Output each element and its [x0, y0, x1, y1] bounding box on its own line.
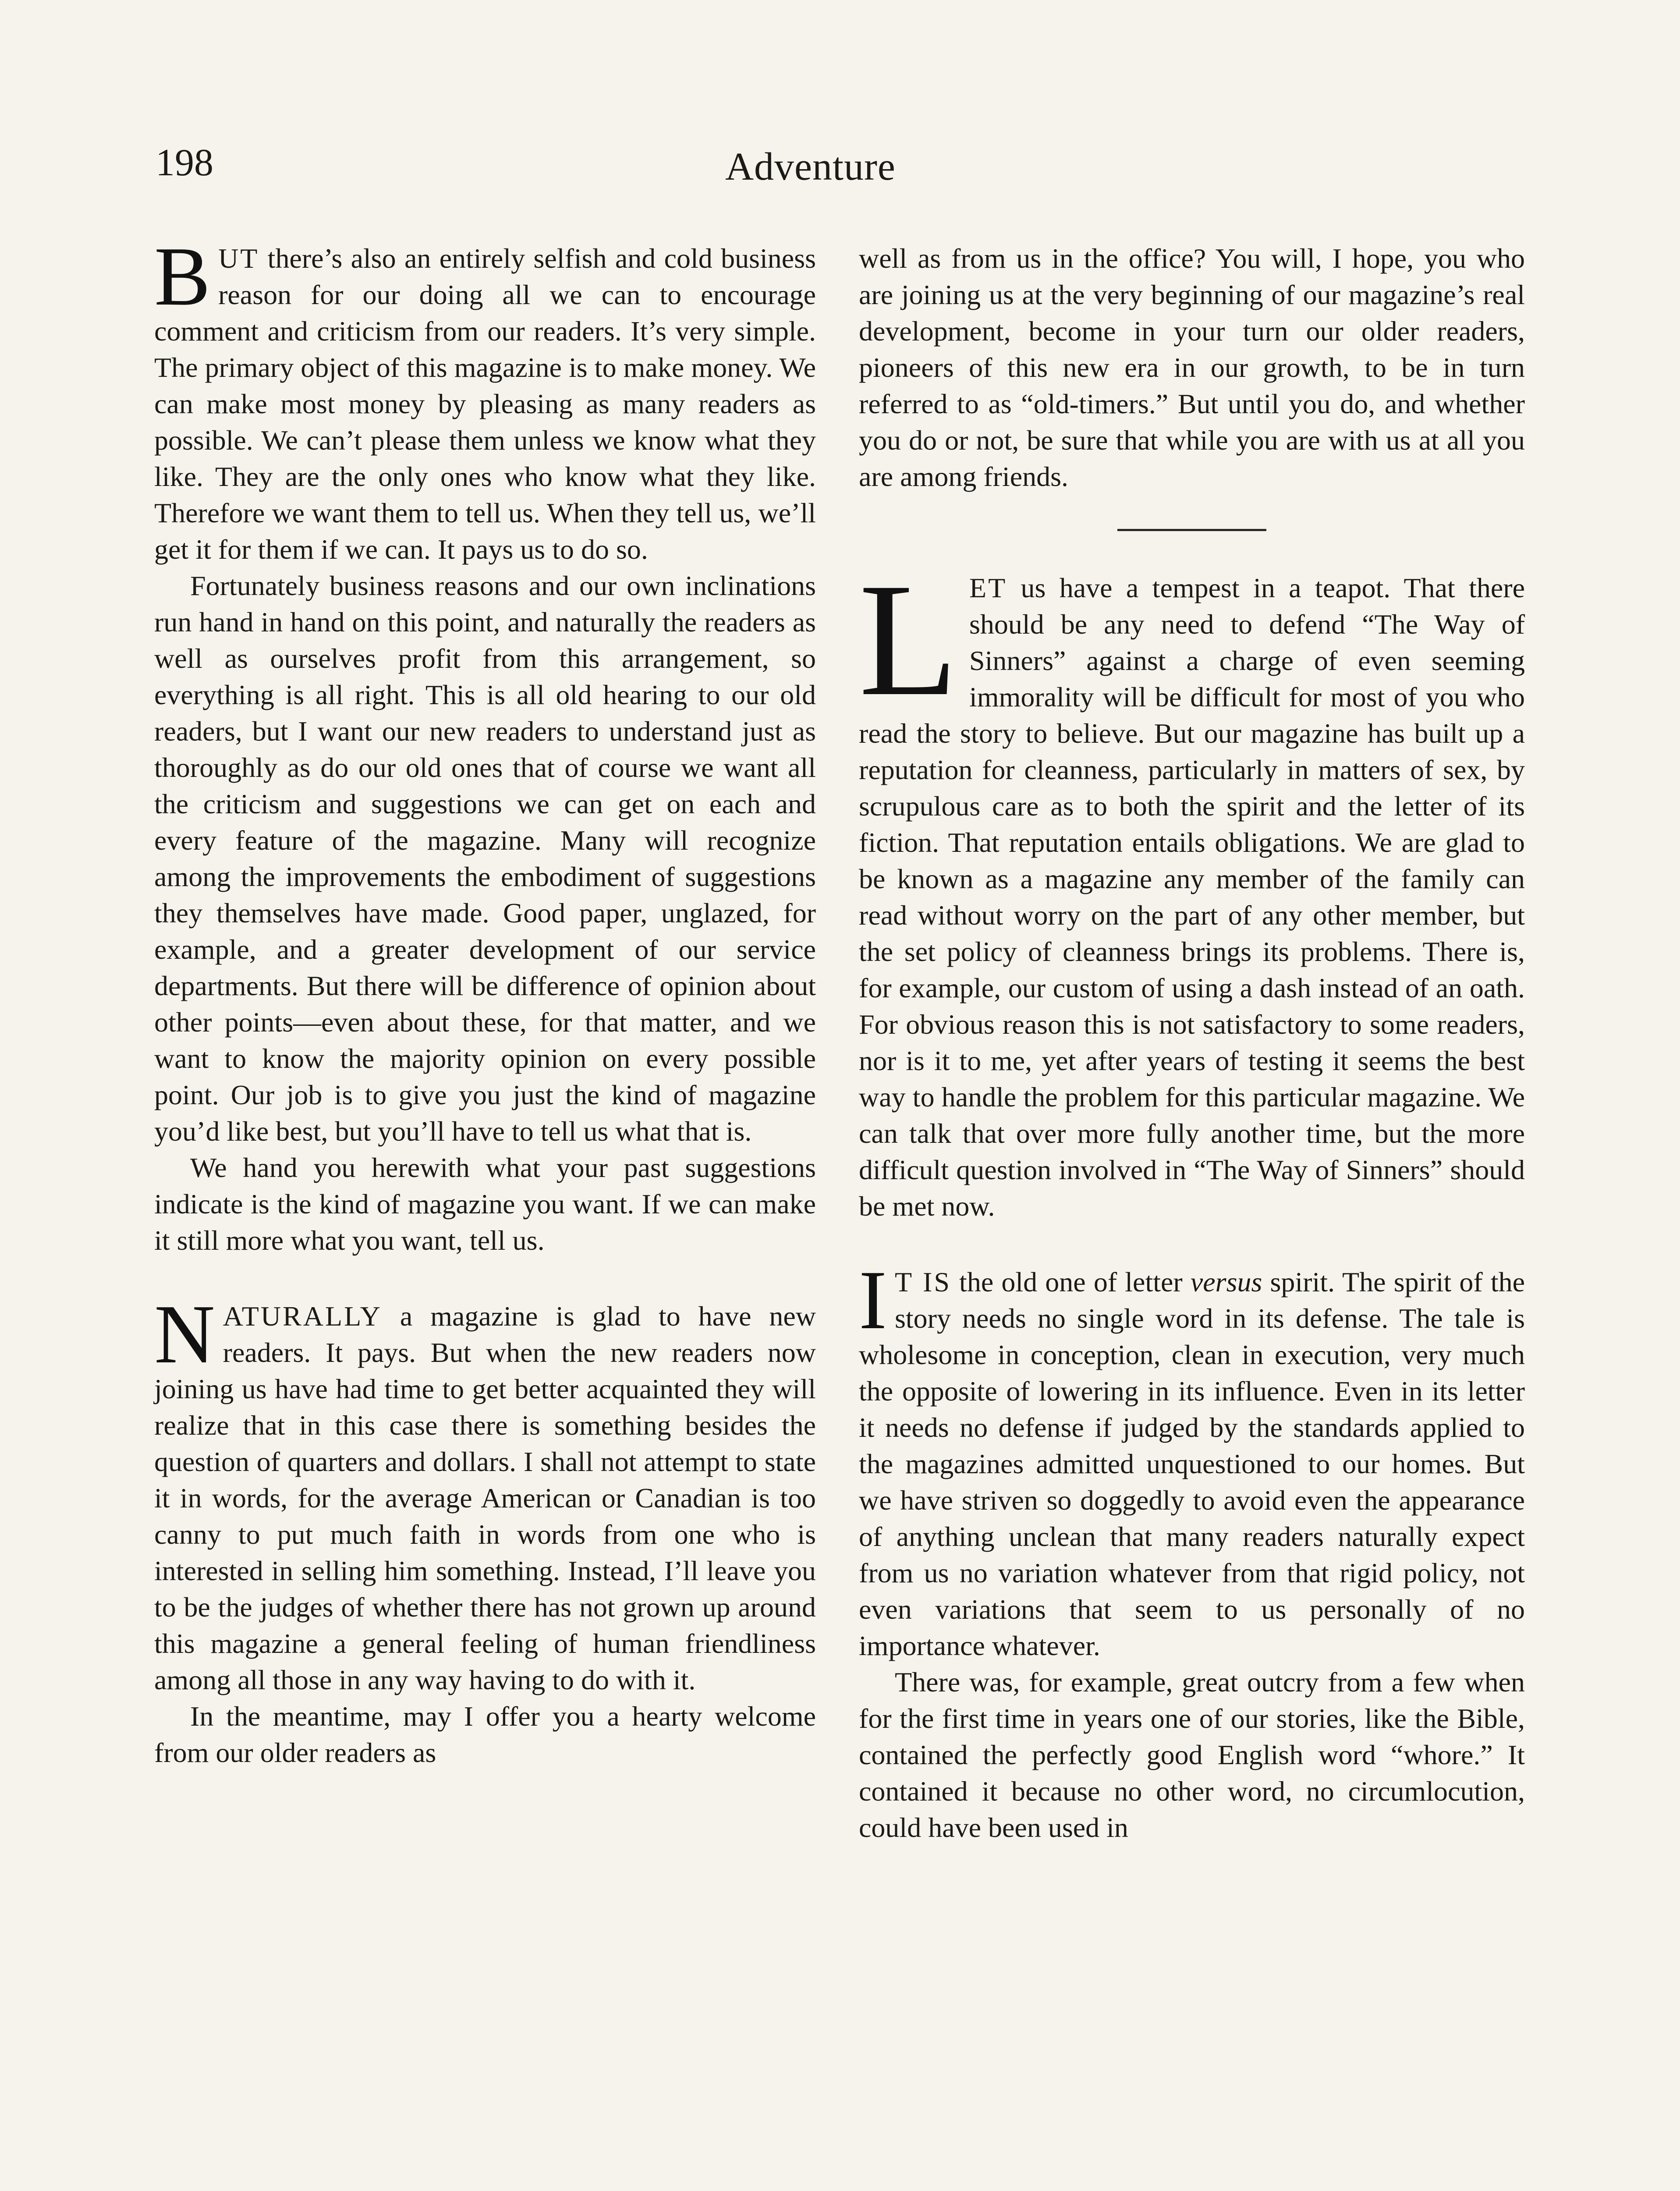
drop-cap: L [859, 550, 958, 730]
paragraph-text: us have a tempest in a teapot. That there should be any need to defend “The Way of Sinners” against a charge of even seeming immorality will be difficult for most of you who read the story to believe. But our magazine has built up a reputation for cleanness, particularly in matters of sex, by scrupulous care as to both the spirit and the letter of its fiction. That reputation entails obligations. We are glad to be known as a magazine any member of the family can read without worry on the part of any other member, but the set policy of cleanness brings its problems. There is, for example, our custom of using a dash instead of an oath. For obvious reason this is not satisfactory to some readers, nor is it to me, yet after years of testing it seems the best way to handle the problem for this particular magazine. We can talk that over more fully another time, but the more difficult question involved in “The Way of Sinners” should be met now. [859, 572, 1525, 1222]
paragraph-text: spirit. The spirit of the story needs no single word in its defense. The tale is wholesome in conception, clean in execution, very much the opposite of lowering in its influence. Even in its letter it needs no defense if judged by the standards applied to the magazines admitted unquestioned to our homes. But we have striven so doggedly to avoid even the appearance of anything unclean that many readers naturally expect from us no variation whatever from that rigid policy, not even variations that seem to us personally of no importance whatever. [859, 1266, 1525, 1661]
left-column [154, 230, 816, 1771]
paragraph [154, 1287, 816, 1698]
paragraph: Fortunately business reasons and our own inclinations run hand in hand on this point, and naturally the readers as well as ourselves profit from this arrangement, so everything is all right. This is all old hearing to our old readers, but I want our new readers to understand just as thoroughly as do our old ones that of course we want all the criticism and suggestions we can get on each and every feature of the magazine. Many will recognize among the improvements the embodiment of suggestions they themselves have made. Good paper, unglazed, for example, and a greater development of our service departments. But there will be difference of opinion about other points—even about these, for that matter, and we want to know the majority opinion on every possible point. Our job is to give you just the kind of magazine you’d like best, but you’ll have to tell us what that is. [154, 570, 816, 1147]
lead-in: UT [218, 243, 259, 274]
drop-cap: B [154, 230, 211, 323]
lead-in: T IS [894, 1266, 951, 1298]
right-column [859, 240, 1525, 1846]
lead-in: ET [969, 572, 1007, 603]
paragraph: well as from us in the office? You will, I hope, you who are joining us at the very beginning of our magazine’s real development, become in your turn our older readers, pioneers of this new era in our growth, to be in turn referred to as “old-timers.” But until you do, and whether you do or not, be sure that while you are with us at all you are among friends. [859, 243, 1525, 492]
paragraph [154, 230, 816, 567]
paragraph-text: a magazine is glad to have new readers. It pays. But when the new readers now joining us have had time to get better acquainted they will realize that in this case there is something besides the question of quarters and dollars. I shall not attempt to state it in words, for the average American or Canadian is too canny to put much faith in words from one who is interested in selling him something. Instead, I’ll leave you to be the judges of whether there has not grown up around this magazine a general feeling of human friendliness among all those in any way having to do with it. [154, 1301, 816, 1695]
paragraph [859, 1253, 1525, 1664]
paragraph-text: the old one of letter [951, 1266, 1191, 1298]
paragraph-text: there’s also an entirely selfish and cold business reason for our doing all we can to encourage comment and criticism from our readers. It’s very simple. The primary object of this magazine is to make money. We can make most money by pleasing as many readers as possible. We can’t please them unless we know what they like. They are the only ones who know what they like. Therefore we want them to tell us. When they tell us, we’ll get it for them if we can. It pays us to do so. [154, 243, 816, 565]
italic-word: versus [1190, 1266, 1262, 1298]
paragraph [859, 550, 1525, 1224]
drop-cap: N [154, 1287, 215, 1381]
lead-in: ATURALLY [223, 1301, 382, 1332]
running-head-title: Adventure [725, 145, 896, 188]
paragraph: We hand you herewith what your past suggestions indicate is the kind of magazine you want. If we can make it still more what you want, tell us. [154, 1152, 816, 1256]
section-divider [1117, 529, 1266, 531]
page-number: 198 [156, 142, 213, 184]
paragraph: There was, for example, great outcry from a few when for the first time in years one of our stories, like the Bible, contained the perfectly good English word “whore.” It contained it because no other word, no circumlocution, could have been used in [859, 1666, 1525, 1843]
paragraph: In the meantime, may I offer you a hearty welcome from our older readers as [154, 1701, 816, 1768]
drop-cap: I [859, 1253, 887, 1347]
